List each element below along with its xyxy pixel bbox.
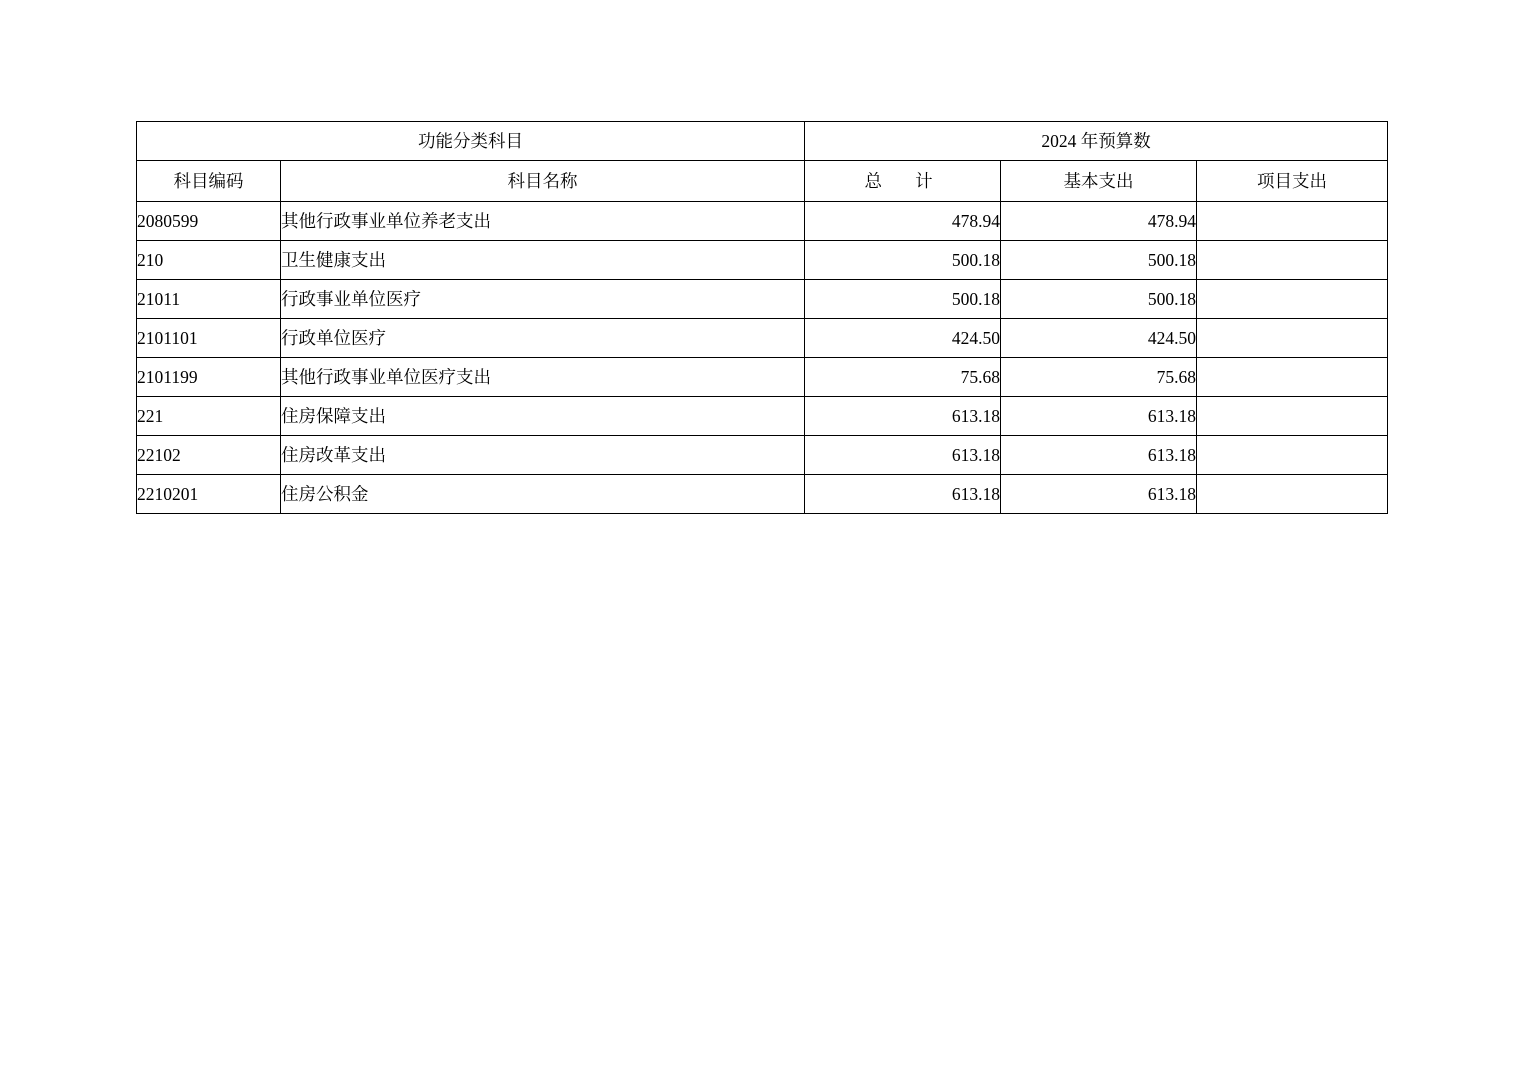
table-row xyxy=(137,358,1388,397)
header-column-name: 科目名称 xyxy=(281,161,805,202)
cell-subject-code: 21011 xyxy=(137,280,281,319)
cell-basic-expenditure: 613.18 xyxy=(1001,397,1197,436)
cell-subject-name: 其他行政事业单位养老支出 xyxy=(281,202,805,241)
header-column-code: 科目编码 xyxy=(137,161,281,202)
cell-subject-code: 221 xyxy=(137,397,281,436)
cell-subject-name: 卫生健康支出 xyxy=(281,241,805,280)
header-budget-year: 2024 年预算数 xyxy=(805,122,1388,161)
cell-total: 75.68 xyxy=(805,358,1001,397)
cell-subject-code: 210 xyxy=(137,241,281,280)
header-column-project: 项目支出 xyxy=(1197,161,1388,202)
table-row xyxy=(137,280,1388,319)
cell-subject-code: 22102 xyxy=(137,436,281,475)
header-column-total: 总 计 xyxy=(805,161,1001,202)
cell-project-expenditure xyxy=(1197,319,1388,358)
cell-project-expenditure xyxy=(1197,436,1388,475)
table-row xyxy=(137,475,1388,514)
cell-total: 613.18 xyxy=(805,475,1001,514)
header-functional-category: 功能分类科目 xyxy=(137,122,805,161)
table-row xyxy=(137,241,1388,280)
cell-subject-name: 住房保障支出 xyxy=(281,397,805,436)
budget-table-container xyxy=(136,121,1387,514)
cell-total: 424.50 xyxy=(805,319,1001,358)
table-header xyxy=(137,122,1388,202)
table-body xyxy=(137,202,1388,514)
cell-subject-name: 住房公积金 xyxy=(281,475,805,514)
cell-subject-name: 其他行政事业单位医疗支出 xyxy=(281,358,805,397)
cell-project-expenditure xyxy=(1197,202,1388,241)
cell-total: 613.18 xyxy=(805,397,1001,436)
cell-total: 500.18 xyxy=(805,241,1001,280)
table-header-column-row xyxy=(137,161,1388,202)
table-header-group-row xyxy=(137,122,1388,161)
cell-basic-expenditure: 424.50 xyxy=(1001,319,1197,358)
cell-project-expenditure xyxy=(1197,280,1388,319)
cell-subject-code: 2101101 xyxy=(137,319,281,358)
table-row xyxy=(137,436,1388,475)
cell-project-expenditure xyxy=(1197,358,1388,397)
cell-project-expenditure xyxy=(1197,397,1388,436)
cell-basic-expenditure: 478.94 xyxy=(1001,202,1197,241)
cell-basic-expenditure: 613.18 xyxy=(1001,436,1197,475)
header-column-basic: 基本支出 xyxy=(1001,161,1197,202)
cell-total: 613.18 xyxy=(805,436,1001,475)
cell-total: 500.18 xyxy=(805,280,1001,319)
cell-project-expenditure xyxy=(1197,475,1388,514)
cell-subject-code: 2210201 xyxy=(137,475,281,514)
cell-subject-code: 2080599 xyxy=(137,202,281,241)
cell-basic-expenditure: 613.18 xyxy=(1001,475,1197,514)
cell-subject-name: 住房改革支出 xyxy=(281,436,805,475)
cell-subject-name: 行政单位医疗 xyxy=(281,319,805,358)
cell-project-expenditure xyxy=(1197,241,1388,280)
cell-subject-code: 2101199 xyxy=(137,358,281,397)
cell-basic-expenditure: 500.18 xyxy=(1001,241,1197,280)
budget-table xyxy=(136,121,1388,514)
table-row xyxy=(137,319,1388,358)
cell-basic-expenditure: 500.18 xyxy=(1001,280,1197,319)
cell-total: 478.94 xyxy=(805,202,1001,241)
table-row xyxy=(137,202,1388,241)
table-row xyxy=(137,397,1388,436)
cell-subject-name: 行政事业单位医疗 xyxy=(281,280,805,319)
cell-basic-expenditure: 75.68 xyxy=(1001,358,1197,397)
